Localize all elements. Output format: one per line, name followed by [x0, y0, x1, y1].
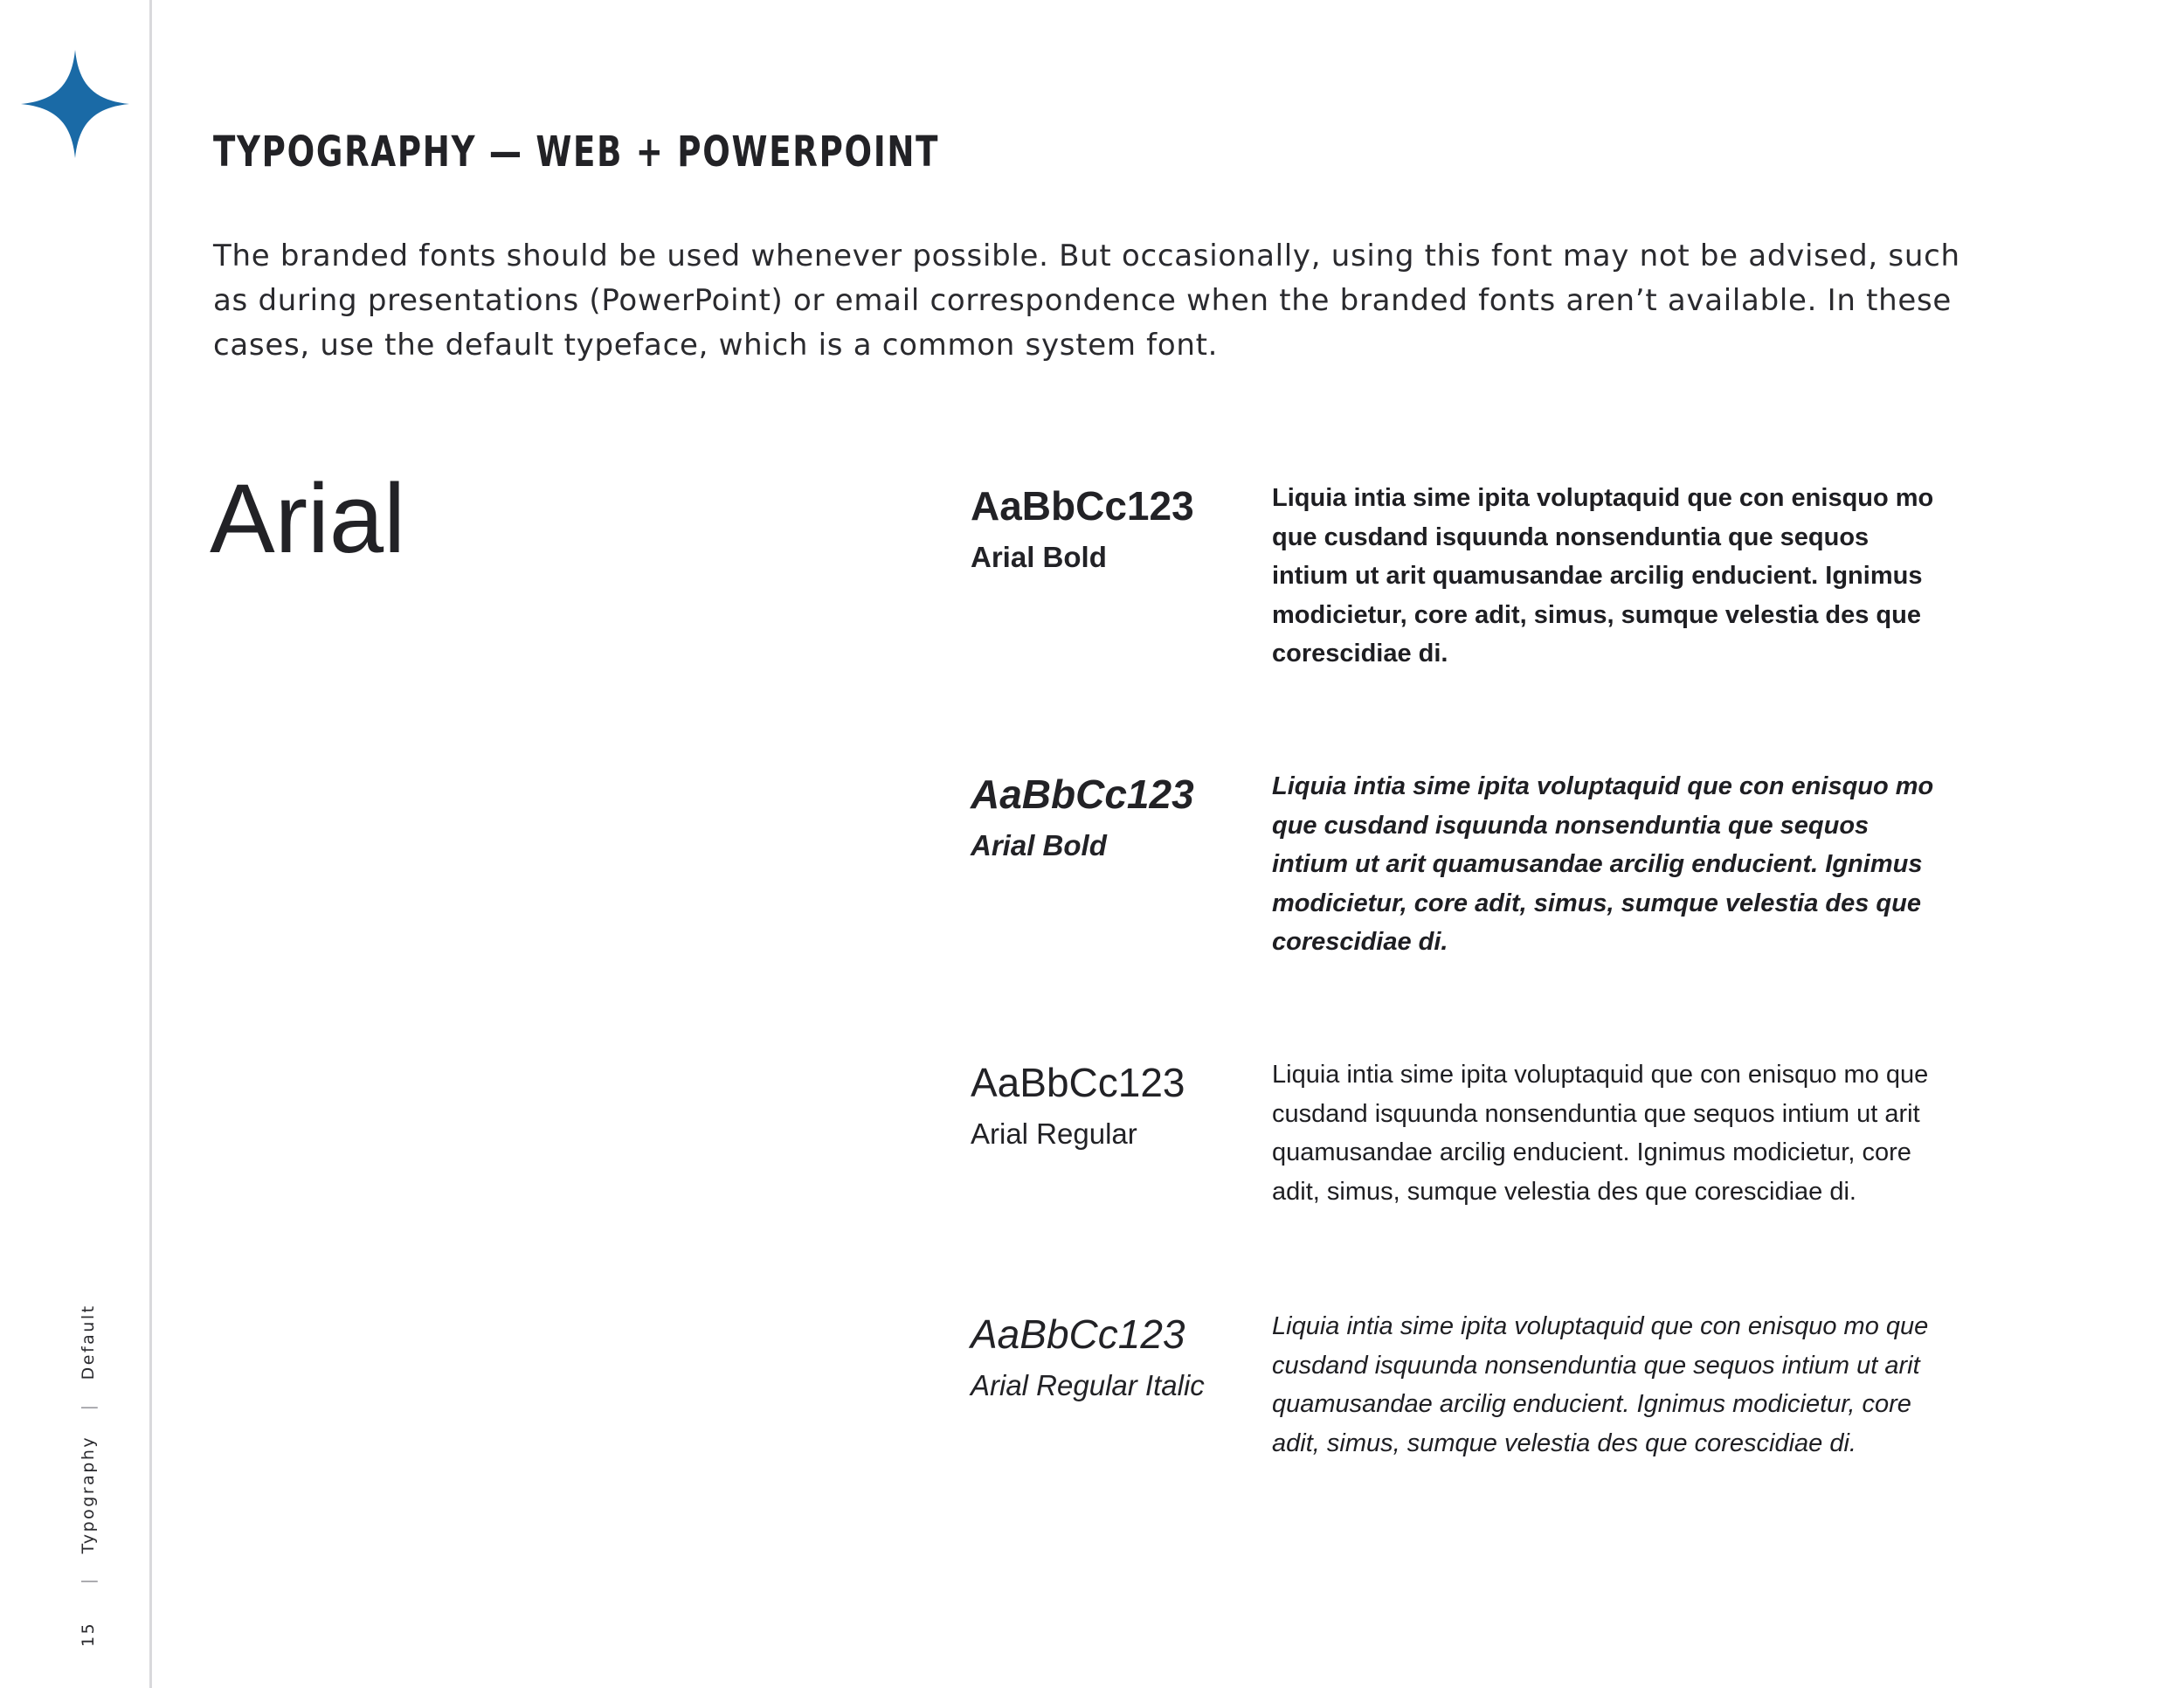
specimen-paragraph: Liquia intia sime ipita voluptaquid que con enisquo mo que cusdand isquunda nonsenduntia que sequos intium ut arit quamusandae arcilig enducient. Ignimus modicietur, core adit, simus, sumque velestia des que corescidiae di. [1272, 772, 1934, 957]
specimen-paragraph: Liquia intia sime ipita voluptaquid que con enisquo mo que cusdand isquunda nonsenduntia que sequos intium ut arit quamusandae arcilig enducient. Ignimus modicietur, core adit, simus, sumque velestia des que corescidiae di. [1272, 1061, 1929, 1206]
footer-separator: | [79, 1578, 98, 1585]
specimen-bold-italic [971, 771, 1194, 861]
specimen-regular [971, 1062, 1185, 1148]
footer-subsection: Default [79, 1304, 98, 1380]
star-logo-shape [21, 50, 129, 158]
specimen-sample: AaBbCc123 [971, 483, 1194, 529]
specimen-paragraph: Liquia intia sime ipita voluptaquid que con enisquo mo que cusdand isquunda nonsenduntia que sequos intium ut arit quamusandae arcilig enducient. Ignimus modicietur, core adit, simus, sumque velestia des que corescidiae di. [1272, 1312, 1929, 1457]
specimen-label: Arial Bold [971, 541, 1107, 573]
page-footer [80, 1304, 97, 1647]
footer-separator: | [79, 1404, 98, 1411]
page-number: 15 [79, 1621, 98, 1647]
specimen-label: Arial Regular [971, 1117, 1137, 1150]
footer-section: Typography [79, 1435, 98, 1554]
page-title: TYPOGRAPHY — WEB + POWERPOINT [213, 128, 940, 176]
specimen-paragraph: Liquia intia sime ipita voluptaquid que con enisquo mo que cusdand isquunda nonsenduntia que sequos intium ut arit quamusandae arcilig enducient. Ignimus modicietur, core adit, simus, sumque velestia des que corescidiae di. [1272, 484, 1934, 668]
specimen-label: Arial Bold [971, 829, 1107, 861]
font-name-display: Arial [210, 464, 406, 573]
sidebar-divider [149, 0, 152, 1688]
specimen-label: Arial Regular Italic [971, 1369, 1205, 1401]
specimen-sample: AaBbCc123 [971, 1311, 1185, 1357]
intro-paragraph: The branded fonts should be used whenever possible. But occasionally, using this font may not be advised, such as during presentations (PowerPoint) or email correspondence when the branded fonts aren’t available. In these cases, use the default typeface, which is a common system font. [213, 239, 1960, 363]
specimen-bold [971, 483, 1194, 573]
specimen-sample: AaBbCc123 [971, 771, 1194, 817]
specimen-sample: AaBbCc123 [971, 1060, 1185, 1105]
specimen-regular-italic [971, 1311, 1205, 1401]
four-point-star-icon [21, 50, 129, 158]
